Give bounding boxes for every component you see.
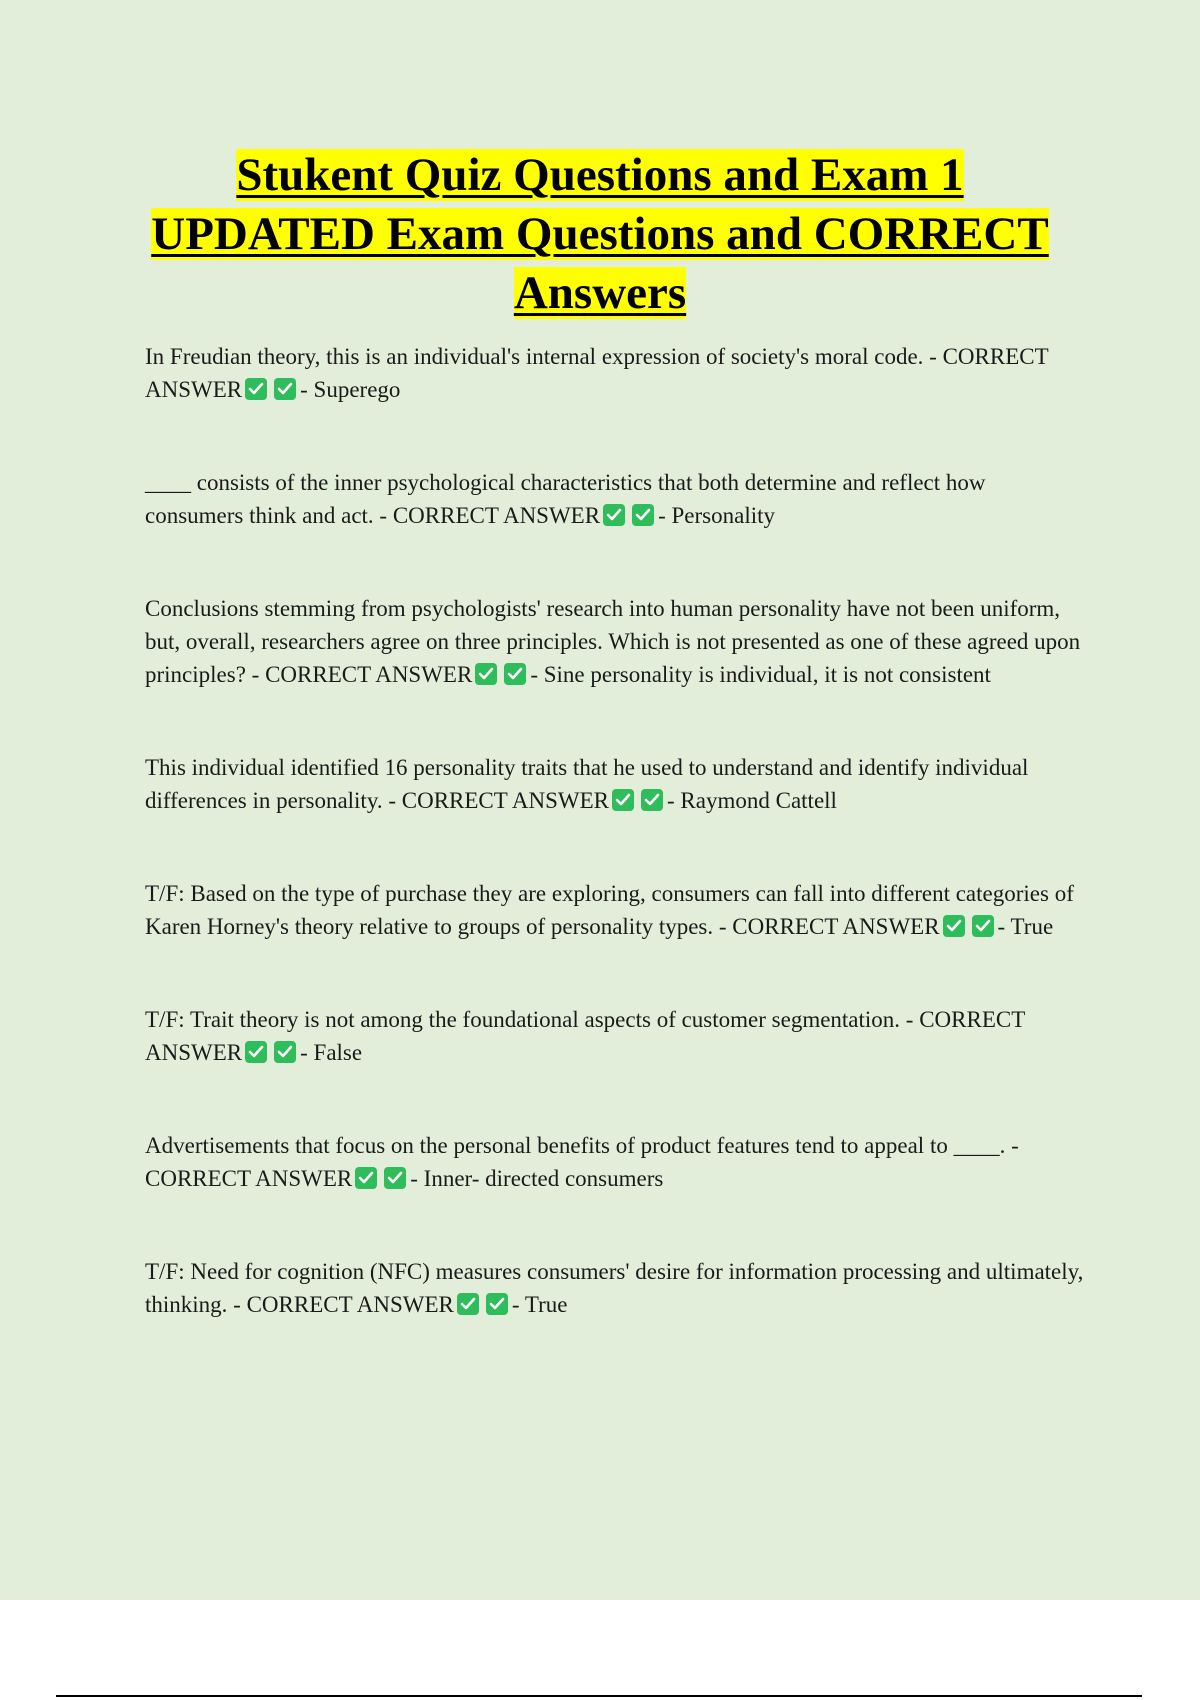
answer-text: False: [313, 1040, 363, 1065]
question-text: T/F: Need for cognition (NFC) measures consumers' desire for information processing and ultimately, thinking. -: [145, 1259, 1084, 1317]
question-text: In Freudian theory, this is an individual's internal expression of society's moral code. -: [145, 344, 937, 369]
correct-answer-label: CORRECT ANSWER: [265, 662, 473, 687]
answer-text: True: [524, 1292, 568, 1317]
check-mark-button-icon: [641, 789, 663, 811]
correct-answer-label: CORRECT ANSWER: [401, 788, 609, 813]
check-mark-button-icon: [632, 504, 654, 526]
page-separator-line: [56, 1695, 1142, 1697]
correct-answer-label: CORRECT ANSWER: [246, 1292, 454, 1317]
check-mark-button-icon: [603, 504, 625, 526]
qa-item: T/F: Need for cognition (NFC) measures consumers' desire for information processing and ultimately, thinking. - CORRECT ANSWER - True: [145, 1259, 1084, 1317]
check-mark-button-icon: [274, 1041, 296, 1063]
qa-item: Conclusions stemming from psychologists' research into human personality have not been uniform, but, overall, researchers agree on three principles. Which is not presented as one of these agreed upon principles? - CORRECT ANSWER - Sine personality is individual, it is not consistent: [145, 596, 1081, 687]
question-text: This individual identified 16 personality traits that he used to understand and identify individual differences in personality. -: [145, 755, 1029, 813]
question-answer-list: [145, 340, 1085, 1381]
qa-item: Advertisements that focus on the personal benefits of product features tend to appeal to ____. - CORRECT ANSWER - Inner- directed consumers: [145, 1133, 1019, 1191]
check-mark-button-icon: [245, 1041, 267, 1063]
qa-item: ____ consists of the inner psychological characteristics that both determine and reflect how consumers think and act. - CORRECT ANSWER - Personality: [145, 470, 986, 528]
qa-item: T/F: Based on the type of purchase they are exploring, consumers can fall into different categories of Karen Horney's theory relative to groups of personality types. - CORRECT ANSWER - True: [145, 881, 1074, 939]
qa-item: This individual identified 16 personality traits that he used to understand and identify individual differences in personality. - CORRECT ANSWER - Raymond Cattell: [145, 755, 1029, 813]
check-mark-button-icon: [612, 789, 634, 811]
correct-answer-label: CORRECT ANSWER: [732, 914, 940, 939]
check-mark-button-icon: [972, 915, 994, 937]
correct-answer-label: CORRECT ANSWER: [145, 1007, 1025, 1065]
question-text: T/F: Based on the type of purchase they are exploring, consumers can fall into different categories of Karen Horney's theory relative to groups of personality types. -: [145, 881, 1074, 939]
check-mark-button-icon: [504, 663, 526, 685]
document-title: [0, 146, 1200, 323]
title-line-3: Answers: [513, 267, 687, 319]
check-mark-button-icon: [475, 663, 497, 685]
correct-answer-label: CORRECT ANSWER: [145, 344, 1049, 402]
answer-text: Raymond Cattell: [680, 788, 837, 813]
answer-text: True: [1010, 914, 1054, 939]
check-mark-button-icon: [274, 378, 296, 400]
correct-answer-label: CORRECT ANSWER: [392, 503, 601, 528]
answer-text: Sine personality is individual, it is not consistent: [543, 662, 991, 687]
question-text: T/F: Trait theory is not among the foundational aspects of customer segmentation. -: [145, 1007, 914, 1032]
question-text: Advertisements that focus on the personal benefits of product features tend to appeal to ____. -: [145, 1133, 1019, 1158]
qa-item: In Freudian theory, this is an individual's internal expression of society's moral code. - CORRECT ANSWER - Superego: [145, 344, 1049, 402]
answer-text: Superego: [313, 377, 401, 402]
answer-text: Personality: [671, 503, 775, 528]
title-line-1: Stukent Quiz Questions and Exam 1: [236, 149, 964, 201]
question-text: Conclusions stemming from psychologists' research into human personality have not been uniform, but, overall, researchers agree on three principles. Which is not presented as one of these agreed upon principles? -: [145, 596, 1081, 687]
correct-answer-label: CORRECT ANSWER: [145, 1166, 353, 1191]
answer-text: Inner- directed consumers: [423, 1166, 664, 1191]
title-line-2: UPDATED Exam Questions and CORRECT: [151, 208, 1049, 260]
check-mark-button-icon: [943, 915, 965, 937]
qa-item: T/F: Trait theory is not among the foundational aspects of customer segmentation. - CORRECT ANSWER - False: [145, 1007, 1025, 1065]
check-mark-button-icon: [486, 1293, 508, 1315]
check-mark-button-icon: [355, 1167, 377, 1189]
check-mark-button-icon: [245, 378, 267, 400]
check-mark-button-icon: [384, 1167, 406, 1189]
check-mark-button-icon: [457, 1293, 479, 1315]
question-text: ____ consists of the inner psychological characteristics that both determine and reflect how consumers think and act. -: [145, 470, 986, 528]
